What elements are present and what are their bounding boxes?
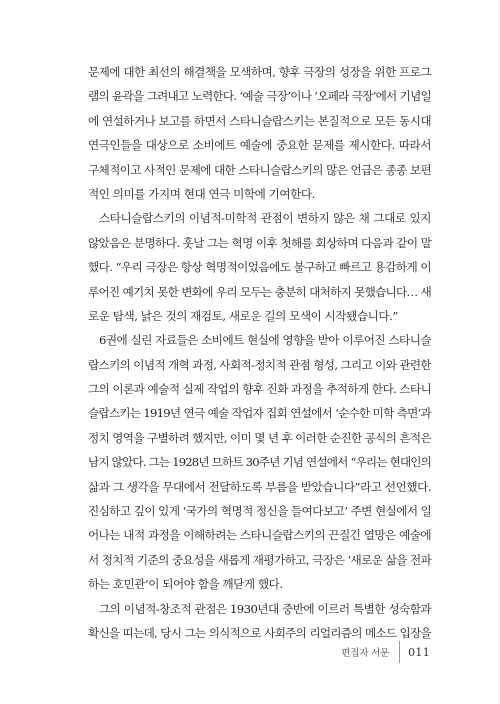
text-line: 서 정치적 기준의 중요성을 새롭게 재평가하고, 극장은 ‘새로운 삶을 전파	[88, 552, 432, 567]
text-line: 구체적이고 사적인 문제에 대한 스타니슬랍스키의 많은 언급은 종종 보편	[88, 162, 431, 177]
text-line: 확신을 띠는데, 당시 그는 의식적으로 사회주의 리얼리즘의 메소드 입장을	[88, 625, 431, 640]
text-line: 문제에 대한 최선의 해결책을 모색하며, 향후 극장의 성장을 위한 프로그	[88, 65, 431, 79]
text-line: 랍스키의 이념적 개혁 과정, 사회적-정치적 관점 형성, 그리고 이와 관련한	[88, 357, 431, 372]
text-line: 에 연설하거나 보고를 하면서 스타니슬랍스키는 본질적으로 모든 동시대	[88, 113, 431, 128]
text-line: 남지 않았다. 그는 1928년 므하트 30주년 기념 연설에서 “우리는 현대인의	[88, 455, 431, 470]
text-line: 로운 탐색, 낡은 것의 재검토, 새로운 길의 모색이 시작됐습니다.”	[88, 308, 398, 323]
text-line: 루어진 예기치 못한 변화에 우리 모두는 충분히 대처하지 못했습니다… 새	[88, 284, 431, 299]
paragraph	[88, 60, 431, 206]
text-line: 정치 영역을 구별하려 했지만, 이미 몇 년 후 이러한 순진한 공식의 흔적은	[88, 430, 431, 445]
text-line: 진심하고 깊이 있게 ‘국가의 혁명적 정신을 들여다보고’ 주변 현실에서 일	[88, 504, 432, 519]
text-line: 그의 이론과 예술적 실제 작업의 향후 진화 과정을 추적하게 한다. 스타니	[88, 382, 432, 397]
body-text	[88, 60, 431, 645]
text-line: 했다. “우리 극장은 항상 혁명적이었음에도 불구하고 빠르고 용감하게 이	[88, 260, 431, 275]
text-line: 그의 이념적-창조적 관점은 1930년대 중반에 이르러 특별한 성숙함과	[99, 601, 431, 616]
paragraph	[88, 206, 431, 328]
paragraph	[88, 328, 431, 596]
text-line: 삶과 그 생각을 무대에서 전달하도록 부름을 받았습니다”라고 선언했다.	[88, 479, 432, 494]
text-line: 어나는 내적 과정을 이해하려는 스타니슬랍스키의 끈질긴 열망은 예술에	[88, 528, 431, 543]
text-line: 슬랍스키는 1919년 연극 예술 작업자 집회 연설에서 ‘순수한 미학 측면’과	[88, 406, 431, 421]
page-number: 011	[408, 645, 430, 659]
text-line: 않았음은 분명하다. 훗날 그는 혁명 이후 첫해를 회상하며 다음과 같이 말	[88, 235, 432, 250]
paragraph	[88, 597, 431, 646]
text-line: 6권에 실린 자료들은 소비에트 현실에 영향을 받아 이루어진 스타니슬	[99, 333, 431, 348]
text-line: 적인 의미를 가지며 현대 연극 미학에 기여한다.	[88, 186, 315, 201]
footer-divider	[399, 641, 400, 663]
section-title: 편집자 서문	[341, 648, 390, 659]
running-footer	[341, 641, 430, 663]
text-line: 램의 윤곽을 그려내고 노력한다. ‘예술 극장’이나 ‘오페라 극장’에서 기념일	[88, 89, 431, 104]
text-line: 연극인들을 대상으로 소비에트 예술에 중요한 문제를 제시한다. 따라서	[88, 138, 431, 153]
text-line: 스타니슬랍스키의 이념적-미학적 관점이 변하지 않은 채 그대로 있지	[99, 211, 431, 226]
text-line: 하는 호민관’이 되어야 함을 깨닫게 했다.	[88, 577, 283, 592]
